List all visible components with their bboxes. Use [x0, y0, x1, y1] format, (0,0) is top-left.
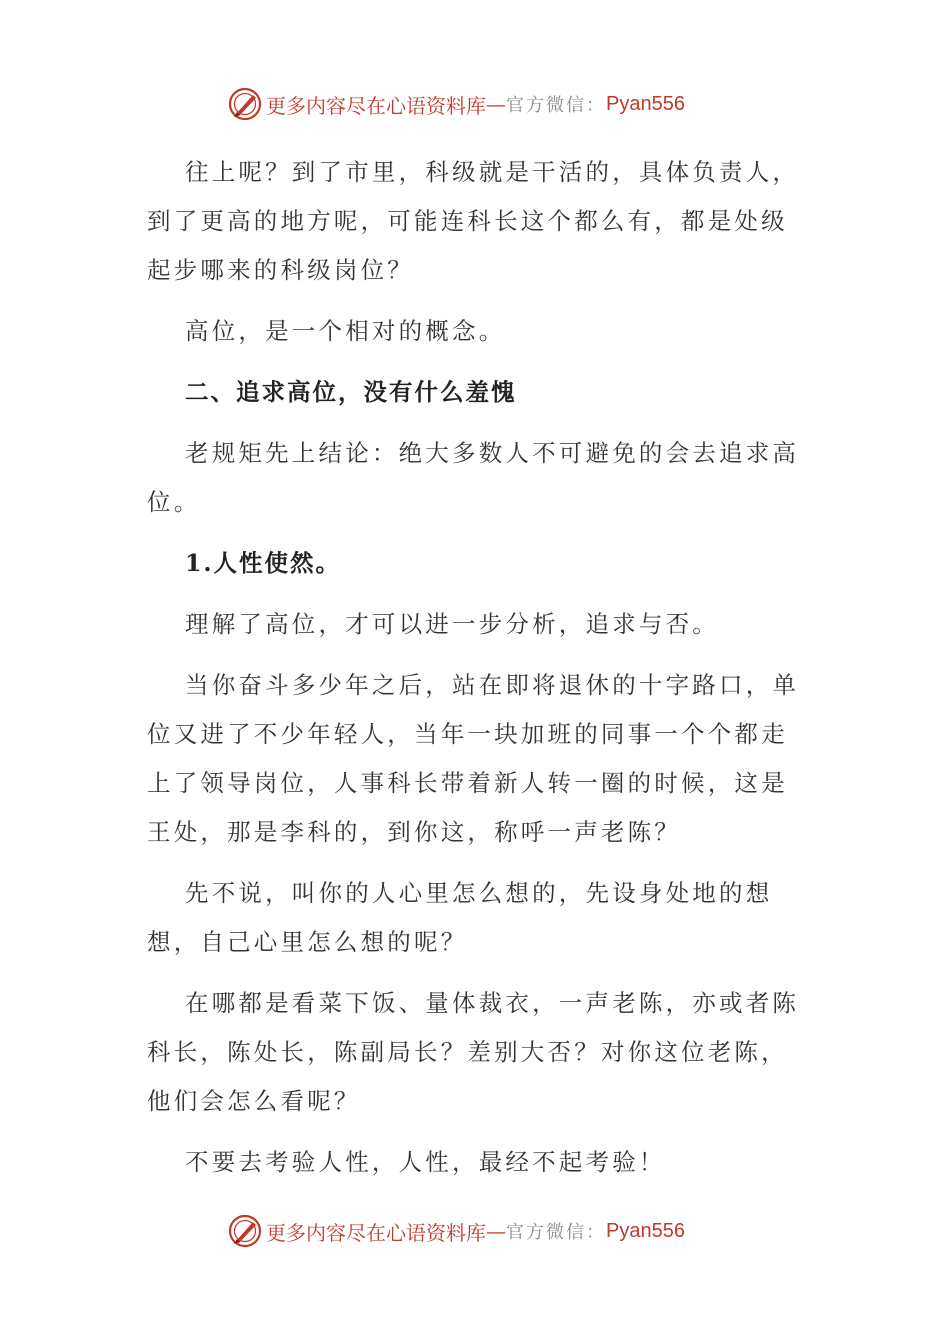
paragraph: 高位，是一个相对的概念。 [185, 317, 506, 345]
section-heading: 二、追求高位，没有什么羞愧 [185, 378, 517, 406]
watermark-wechat-id: Pyan556 [606, 92, 685, 115]
watermark-brand-text: 更多内容尽在心语资料库 [266, 93, 486, 118]
watermark-header [228, 84, 685, 124]
watermark-separator: — [486, 92, 506, 116]
paragraph: 先不说，叫你的人心里怎么想的，先设身处地的想想，自己心里怎么想的呢？ [147, 879, 773, 956]
pen-logo-icon [228, 1214, 262, 1248]
watermark-wechat-id: Pyan556 [606, 1219, 685, 1242]
watermark-wechat-label: 官方微信： [506, 95, 606, 116]
watermark-brand-text: 更多内容尽在心语资料库 [266, 1220, 486, 1245]
paragraph: 老规矩先上结论：绝大多数人不可避免的会去追求高位。 [147, 439, 800, 516]
paragraph: 往上呢？到了市里，科级就是干活的，具体负责人，到了更高的地方呢，可能连科长这个都么有，都是处级起步哪来的科级岗位？ [147, 158, 800, 284]
watermark-footer [228, 1211, 685, 1251]
document-body [147, 148, 812, 1199]
subsection-heading: 1.人性使然。 [185, 549, 342, 577]
pen-logo-icon [228, 87, 262, 121]
paragraph: 在哪都是看菜下饭、量体裁衣，一声老陈，亦或者陈科长，陈处长，陈副局长？差别大否？对你这位老陈，他们会怎么看呢？ [147, 989, 800, 1115]
paragraph: 不要去考验人性，人性，最经不起考验！ [185, 1148, 666, 1176]
watermark-separator: — [486, 1219, 506, 1243]
paragraph: 理解了高位，才可以进一步分析，追求与否。 [185, 610, 719, 638]
watermark-wechat-label: 官方微信： [506, 1222, 606, 1243]
paragraph: 当你奋斗多少年之后，站在即将退休的十字路口，单位又进了不少年轻人，当年一块加班的同事一个个都走上了领导岗位，人事科长带着新人转一圈的时候，这是王处，那是李科的，到你这，称呼一声老陈？ [147, 671, 800, 846]
